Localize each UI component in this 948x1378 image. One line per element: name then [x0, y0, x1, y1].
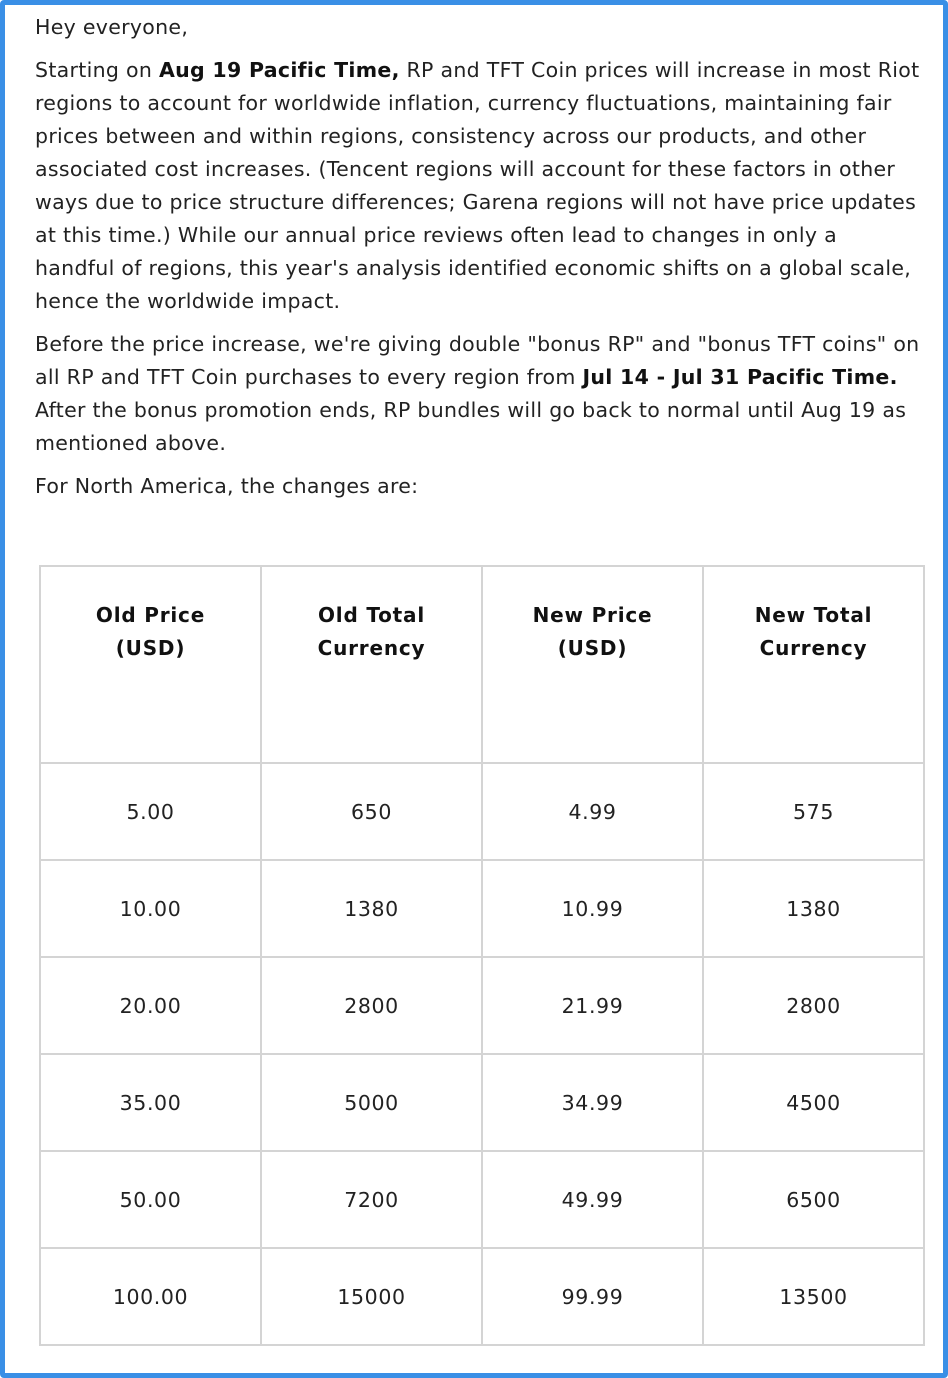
table-cell: 4500	[703, 1054, 924, 1151]
table-cell: 6500	[703, 1151, 924, 1248]
table-cell: 650	[261, 763, 482, 860]
header-new-total	[703, 566, 924, 763]
table-cell: 5000	[261, 1054, 482, 1151]
table-cell: 4.99	[482, 763, 703, 860]
table-header-row	[40, 566, 924, 763]
table-cell: 13500	[703, 1248, 924, 1345]
table-cell: 2800	[703, 957, 924, 1054]
paragraph-text: Before the price increase, we're giving double "bonus RP" and "bonus TFT coins" on all RP and TFT Coin purchases to every region from	[35, 332, 920, 389]
header-label: Old Price (USD)	[95, 603, 206, 660]
table-row	[40, 860, 924, 957]
bold-date: Aug 19 Pacific Time,	[158, 58, 400, 82]
table-row	[40, 957, 924, 1054]
paragraph-north-america: For North America, the changes are:	[35, 474, 419, 498]
table-cell: 20.00	[40, 957, 261, 1054]
table-cell: 99.99	[482, 1248, 703, 1345]
table-cell: 50.00	[40, 1151, 261, 1248]
table-cell: 7200	[261, 1151, 482, 1248]
header-new-price	[482, 566, 703, 763]
table-row	[40, 1151, 924, 1248]
table-cell: 34.99	[482, 1054, 703, 1151]
table-cell: 15000	[261, 1248, 482, 1345]
table-cell: 10.00	[40, 860, 261, 957]
paragraph-price-increase	[35, 54, 920, 318]
table-cell: 10.99	[482, 860, 703, 957]
table-cell: 2800	[261, 957, 482, 1054]
paragraph-text: Starting on	[35, 58, 159, 82]
table-cell: 575	[703, 763, 924, 860]
table-row	[40, 1054, 924, 1151]
table-row	[40, 763, 924, 860]
paragraph-text: RP and TFT Coin prices will increase in most Riot regions to account for worldwide inflation, currency fluctuations, maintaining fair prices between and within regions, consistency across our products, and other associated cost increases. (Tencent regions will account for these factors in other ways due to price structure differences; Garena regions will not have price updates at this time.) While our annual price reviews often lead to changes in only a handful of regions, this year's analysis identified economic shifts on a global scale, hence the worldwide impact.	[35, 58, 920, 313]
greeting: Hey everyone,	[35, 15, 189, 39]
paragraph-bonus-promo	[35, 328, 920, 460]
paragraph-text: After the bonus promotion ends, RP bundles will go back to normal until Aug 19 as mentioned above.	[35, 398, 907, 455]
table-cell: 49.99	[482, 1151, 703, 1248]
table-cell: 35.00	[40, 1054, 261, 1151]
table-cell: 1380	[703, 860, 924, 957]
table-row	[40, 1248, 924, 1345]
header-old-price	[40, 566, 261, 763]
header-label: New Price (USD)	[532, 603, 653, 660]
price-table-container	[39, 565, 925, 1346]
table-cell: 1380	[261, 860, 482, 957]
announcement-body	[35, 11, 920, 513]
header-label: Old Total Currency	[317, 603, 426, 660]
table-cell: 5.00	[40, 763, 261, 860]
price-table	[39, 565, 925, 1346]
table-cell: 21.99	[482, 957, 703, 1054]
header-old-total	[261, 566, 482, 763]
header-label: New Total Currency	[754, 603, 873, 660]
table-cell: 100.00	[40, 1248, 261, 1345]
bold-date-range: Jul 14 - Jul 31 Pacific Time.	[582, 365, 898, 389]
